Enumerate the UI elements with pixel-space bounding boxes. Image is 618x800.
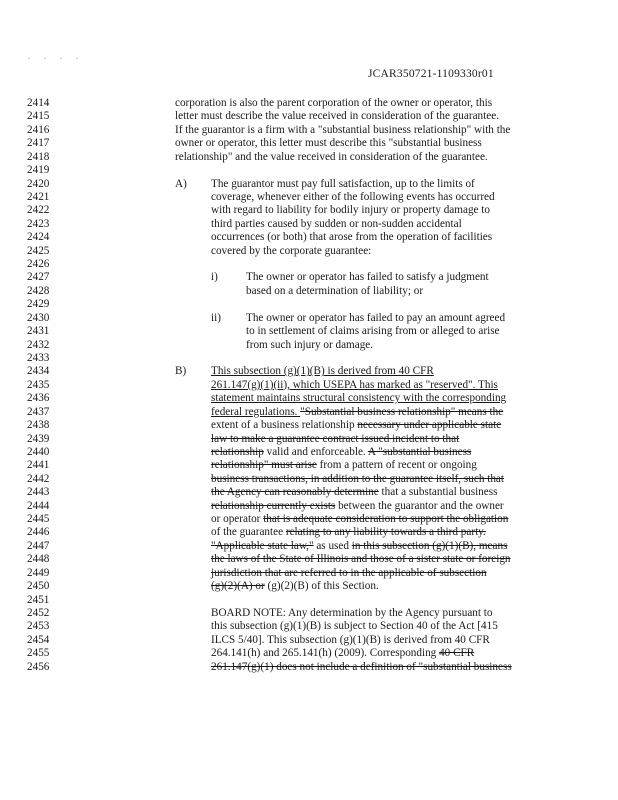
item-marker: i) — [211, 271, 218, 284]
text-line — [0, 231, 618, 244]
line-text — [211, 486, 497, 499]
text-line — [0, 151, 618, 164]
line-number: 2445 — [27, 513, 50, 526]
line-number: 2438 — [27, 419, 50, 432]
text-run: occurrences (or both) that arose from the operation of facilities — [211, 231, 493, 244]
text-run: letter must describe the value received in consideration of the guarantee. — [175, 110, 499, 123]
deleted-text: law to make a guarantee contract issued incident to that — [211, 432, 460, 445]
deleted-text: jurisdiction that are referred to in the applicable of subsection — [211, 566, 487, 579]
line-number: 2422 — [27, 204, 50, 217]
line-text — [211, 513, 508, 526]
text-run: based on a determination of liability; or — [246, 284, 424, 297]
text-line — [0, 298, 618, 311]
text-run: this subsection (g)(1)(B) is subject to Section 40 of the Act [415 — [211, 620, 498, 633]
text-line — [0, 325, 618, 338]
line-number: 2450 — [27, 580, 50, 593]
text-run: valid and enforceable. — [263, 445, 368, 458]
text-line — [0, 540, 618, 553]
text-run: If the guarantor is a firm with a "substantial business relationship" with the — [175, 123, 511, 136]
line-text — [211, 553, 511, 566]
line-number: 2436 — [27, 392, 50, 405]
deleted-text: 261.147(g)(1) does not include a definition of "substantial business — [211, 660, 512, 673]
text-run: (g)(2)(B) of this Section. — [264, 580, 379, 593]
text-line — [0, 661, 618, 674]
text-line — [0, 513, 618, 526]
text-run: that a substantial business — [378, 486, 498, 499]
line-number: 2421 — [27, 190, 50, 203]
text-line — [0, 634, 618, 647]
line-number: 2427 — [27, 271, 50, 284]
text-line — [0, 486, 618, 499]
deleted-text: relationship" must arise — [211, 459, 317, 472]
text-line — [0, 97, 618, 110]
line-number: 2443 — [27, 486, 50, 499]
text-line — [0, 352, 618, 365]
line-number: 2441 — [27, 459, 50, 472]
line-number: 2435 — [27, 378, 50, 391]
text-run: BOARD NOTE: Any determination by the Agency pursuant to — [211, 606, 493, 619]
line-text — [211, 379, 498, 392]
line-text — [211, 204, 490, 217]
text-run: as used — [313, 539, 352, 552]
line-text — [246, 285, 423, 298]
line-text — [211, 567, 487, 580]
text-run: coverage, whenever either of the following events has occurred — [211, 190, 495, 203]
text-line — [0, 110, 618, 123]
deleted-text: "Applicable state law," — [211, 539, 314, 552]
inserted-text: This subsection (g)(1)(B) is derived from 40 CFR — [211, 365, 434, 378]
line-text — [211, 191, 495, 204]
text-line — [0, 647, 618, 660]
text-line — [0, 379, 618, 392]
text-run: with regard to liability for bodily injury or property damage to — [211, 204, 490, 217]
line-text — [211, 500, 504, 513]
line-text — [211, 419, 501, 432]
line-text — [211, 218, 462, 231]
line-number: 2414 — [27, 97, 50, 109]
line-text — [175, 97, 492, 110]
line-number: 2451 — [27, 593, 50, 606]
item-marker: A) — [175, 177, 187, 190]
line-text — [211, 459, 477, 472]
line-number: 2447 — [27, 539, 50, 552]
line-text — [211, 540, 507, 553]
line-number: 2416 — [27, 123, 50, 136]
text-line — [0, 365, 618, 378]
line-number: 2448 — [27, 553, 50, 566]
line-number: 2432 — [27, 338, 50, 351]
line-number: 2431 — [27, 325, 50, 338]
deleted-text: that is adequate consideration to support the obligation — [263, 513, 509, 526]
text-line — [0, 204, 618, 217]
text-run: covered by the corporate guarantee: — [211, 244, 372, 257]
text-run: from a pattern of recent or ongoing — [316, 459, 477, 472]
line-text — [211, 446, 471, 459]
text-line — [0, 339, 618, 352]
deleted-text: the laws of the State of Illinois and those of a sister state or foreign — [211, 553, 511, 566]
deleted-text: the Agency can reasonably determine — [211, 486, 379, 499]
text-line — [0, 607, 618, 620]
line-text — [211, 607, 493, 620]
line-number: 2455 — [27, 647, 50, 660]
text-line — [0, 164, 618, 177]
line-text — [175, 110, 499, 123]
text-line — [0, 419, 618, 432]
text-line — [0, 124, 618, 137]
line-text — [246, 312, 505, 325]
line-text — [246, 325, 500, 338]
line-text — [175, 137, 482, 150]
line-text — [175, 124, 510, 137]
text-run: owner or operator, this letter must describe this "substantial business — [175, 137, 482, 150]
text-line — [0, 580, 618, 593]
line-number: 2444 — [27, 499, 50, 512]
text-run: between the guarantor and the owner — [335, 499, 504, 512]
line-number: 2428 — [27, 284, 50, 297]
text-line — [0, 137, 618, 150]
text-run: extent of a business relationship — [211, 419, 358, 432]
text-line — [0, 594, 618, 607]
line-number: 2442 — [27, 472, 50, 485]
line-text — [246, 339, 373, 352]
line-number: 2426 — [27, 258, 50, 271]
line-number: 2449 — [27, 566, 50, 579]
line-text — [211, 365, 434, 378]
deleted-text: 40 CFR — [439, 647, 475, 660]
scan-specks: . . . . — [28, 52, 84, 61]
line-number: 2453 — [27, 620, 50, 633]
line-text — [211, 661, 512, 674]
text-line — [0, 459, 618, 472]
text-line — [0, 446, 618, 459]
text-run: ILCS 5/40]. This subsection (g)(1)(B) is derived from 40 CFR — [211, 633, 490, 646]
line-number: 2430 — [27, 311, 50, 324]
inserted-text: 261.147(g)(1)(ii), which USEPA has marked as "reserved". This — [211, 378, 498, 391]
text-run: relationship" and the value received in consideration of the guarantee. — [175, 150, 488, 163]
line-text — [211, 634, 490, 647]
line-number: 2425 — [27, 244, 50, 257]
line-number: 2446 — [27, 526, 50, 539]
text-line — [0, 178, 618, 191]
item-marker: B) — [175, 365, 187, 378]
text-line — [0, 271, 618, 284]
deleted-text: necessary under applicable state — [357, 419, 502, 432]
line-number: 2420 — [27, 177, 50, 190]
inserted-text: federal regulations. — [211, 405, 301, 418]
text-run: corporation is also the parent corporation of the owner or operator, this — [175, 97, 493, 109]
text-line — [0, 258, 618, 271]
line-number: 2423 — [27, 217, 50, 230]
text-line — [0, 433, 618, 446]
line-number: 2418 — [27, 150, 50, 163]
deleted-text: (g)(2)(A) or — [211, 580, 265, 593]
deleted-text: A "substantial business — [367, 445, 472, 458]
text-run: from such injury or damage. — [246, 338, 374, 351]
line-text — [246, 271, 489, 284]
text-line — [0, 392, 618, 405]
line-text — [211, 473, 504, 486]
line-text — [175, 151, 488, 164]
item-marker: ii) — [211, 311, 221, 324]
line-text — [211, 392, 506, 405]
text-line — [0, 218, 618, 231]
line-number: 2433 — [27, 351, 50, 364]
text-run: third parties caused by sudden or non-sudden accidental — [211, 217, 462, 230]
text-run: to in settlement of claims arising from or alleged to arise — [246, 325, 500, 338]
line-number: 2434 — [27, 365, 50, 378]
text-run: The guarantor must pay full satisfaction, up to the limits of — [211, 177, 475, 190]
text-line — [0, 406, 618, 419]
line-number: 2437 — [27, 405, 50, 418]
line-text — [211, 178, 475, 191]
deleted-text: relationship — [211, 445, 264, 458]
line-text — [211, 620, 498, 633]
line-number: 2454 — [27, 633, 50, 646]
line-number: 2415 — [27, 110, 50, 123]
text-run: The owner or operator has failed to satisfy a judgment — [246, 271, 489, 284]
text-line — [0, 285, 618, 298]
text-line — [0, 473, 618, 486]
deleted-text: relationship currently exists — [211, 499, 336, 512]
text-run: 264.141(h) and 265.141(h) (2009). Corresponding — [211, 647, 440, 660]
deleted-text: relating to any liability towards a third party. — [285, 526, 486, 539]
line-text — [211, 647, 474, 660]
deleted-text: business transactions, in addition to the guarantee itself, such that — [211, 472, 504, 485]
text-line — [0, 312, 618, 325]
text-line — [0, 500, 618, 513]
line-number: 2419 — [27, 164, 50, 177]
line-number: 2417 — [27, 137, 50, 150]
line-text — [211, 526, 486, 539]
line-text — [211, 231, 492, 244]
line-text — [211, 580, 379, 593]
line-text — [211, 406, 503, 419]
text-line — [0, 245, 618, 258]
line-number: 2439 — [27, 432, 50, 445]
deleted-text: in this subsection (g)(1)(B), means — [351, 539, 508, 552]
line-number: 2440 — [27, 445, 50, 458]
text-line — [0, 620, 618, 633]
line-text — [211, 433, 459, 446]
text-line — [0, 191, 618, 204]
line-text — [211, 245, 371, 258]
document-id-header: JCAR350721-1109330r01 — [368, 68, 494, 80]
line-number: 2452 — [27, 606, 50, 619]
text-run: The owner or operator has failed to pay an amount agreed — [246, 311, 506, 324]
inserted-text: statement maintains structural consistency with the corresponding — [211, 392, 507, 405]
line-number: 2429 — [27, 298, 50, 311]
line-number: 2424 — [27, 231, 50, 244]
text-line — [0, 553, 618, 566]
deleted-text: "Substantial business relationship" means the — [300, 405, 504, 418]
text-run: or operator — [211, 513, 264, 526]
text-run: of the guarantee — [211, 526, 286, 539]
text-line — [0, 526, 618, 539]
text-line — [0, 567, 618, 580]
line-number: 2456 — [27, 660, 50, 673]
